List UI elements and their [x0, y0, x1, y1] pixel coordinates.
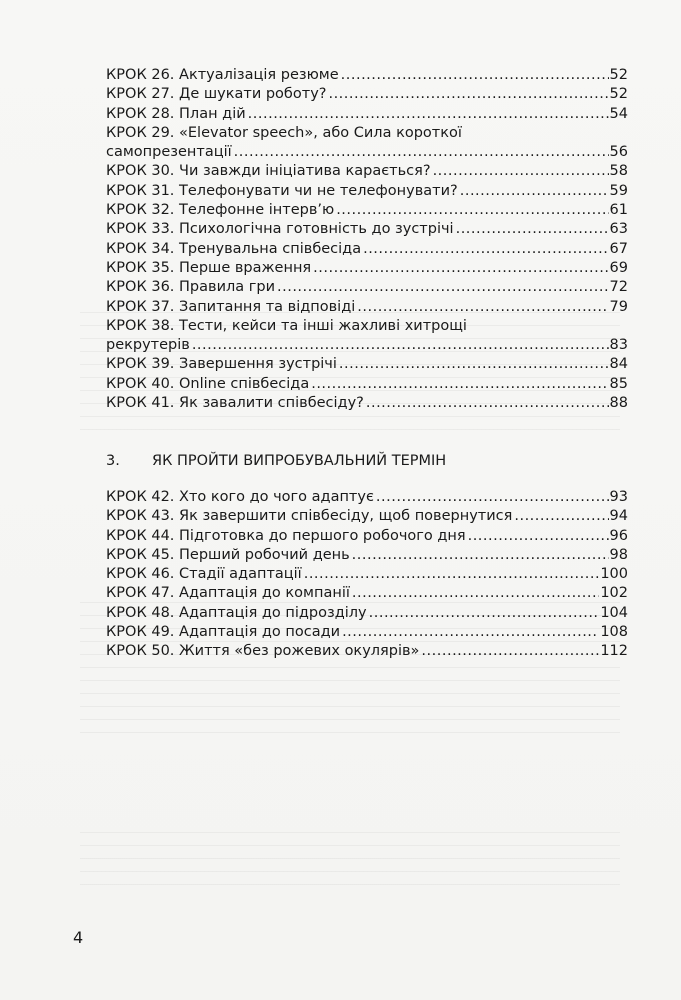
- toc-entry[interactable]: [106, 584, 628, 603]
- toc-entry-title: КРОК 30. Чи завжди ініціатива карається?: [106, 163, 431, 180]
- toc-entry-title: КРОК 34. Тренувальна співбесіда: [106, 240, 362, 257]
- toc-entry-page: 93: [609, 489, 628, 505]
- table-of-contents-part-1: [106, 66, 628, 413]
- dot-leader: [366, 394, 609, 413]
- toc-entry[interactable]: [106, 336, 628, 355]
- dot-leader: [248, 105, 609, 124]
- toc-entry-title: рекрутерів: [106, 337, 190, 354]
- dot-leader: [336, 201, 608, 220]
- toc-entry[interactable]: [106, 488, 628, 507]
- dot-leader: [468, 527, 609, 546]
- toc-entry-title: КРОК 42. Хто кого до чого адаптує: [106, 489, 374, 505]
- toc-entry-title: КРОК 43. Як завершити співбесіду, щоб повернутися: [106, 508, 513, 525]
- dot-leader: [369, 604, 600, 623]
- toc-entry[interactable]: [106, 220, 628, 239]
- toc-entry-title: КРОК 48. Адаптація до підрозділу: [106, 604, 367, 621]
- toc-entry[interactable]: [106, 298, 628, 317]
- toc-entry-page: 108: [600, 624, 628, 641]
- section-title: ЯК ПРОЙТИ ВИПРОБУВАЛЬНИЙ ТЕРМІН: [152, 453, 447, 469]
- toc-entry-page: 83: [609, 337, 628, 354]
- toc-entry[interactable]: [106, 162, 628, 181]
- toc-entry-title: КРОК 41. Як завалити співбесіду?: [106, 395, 364, 412]
- toc-entry-page: 54: [609, 105, 628, 122]
- dot-leader: [277, 278, 609, 297]
- toc-entry-page: 56: [609, 144, 628, 161]
- toc-entry[interactable]: [106, 259, 628, 278]
- toc-entry[interactable]: [106, 105, 628, 124]
- toc-entry[interactable]: [106, 240, 628, 259]
- toc-entry-title: КРОК 50. Життя «без рожевих окулярів»: [106, 643, 420, 660]
- toc-entry-page: 84: [609, 356, 628, 373]
- toc-entry[interactable]: [106, 527, 628, 546]
- toc-entry-page: 112: [600, 643, 628, 660]
- dot-leader: [363, 240, 608, 259]
- dot-leader: [456, 220, 609, 239]
- dot-leader: [421, 642, 599, 661]
- toc-entry[interactable]: [106, 604, 628, 623]
- toc-entry-first-line: КРОК 29. «Elevator speech», або Сила короткої: [106, 124, 462, 141]
- toc-entry-page: 72: [609, 279, 628, 296]
- toc-entry-page: 98: [609, 546, 628, 563]
- toc-entry-title: КРОК 35. Перше враження: [106, 259, 312, 276]
- toc-entry-page: 61: [609, 202, 628, 219]
- dot-leader: [328, 85, 608, 104]
- dot-leader: [339, 355, 609, 374]
- toc-entry-page: 52: [609, 86, 628, 103]
- toc-entry-title: КРОК 46. Стадії адаптації: [106, 566, 302, 583]
- toc-entry-title: КРОК 31. Телефонувати чи не телефонувати?: [106, 182, 458, 199]
- dot-leader: [433, 162, 609, 181]
- dot-leader: [352, 546, 609, 565]
- toc-entry-title: самопрезентації: [106, 144, 232, 161]
- toc-entry-page: 104: [600, 604, 628, 621]
- toc-entry-title: КРОК 44. Підготовка до першого робочого дня: [106, 527, 466, 544]
- toc-entry[interactable]: [106, 85, 628, 104]
- toc-entry[interactable]: [106, 66, 628, 85]
- dot-leader: [352, 584, 599, 603]
- toc-entry[interactable]: [106, 507, 628, 526]
- toc-entry[interactable]: [106, 278, 628, 297]
- toc-entry[interactable]: [106, 201, 628, 220]
- toc-entry[interactable]: [106, 642, 628, 661]
- dot-leader: [514, 507, 608, 526]
- dot-leader: [313, 259, 608, 278]
- toc-entry-page: 102: [600, 585, 628, 602]
- dot-leader: [311, 375, 608, 394]
- toc-entry-page: 69: [609, 259, 628, 276]
- toc-entry-page: 96: [609, 527, 628, 544]
- show-through-text: [80, 820, 620, 890]
- toc-entry[interactable]: [106, 546, 628, 565]
- dot-leader: [304, 565, 600, 584]
- toc-entry-page: 58: [609, 163, 628, 180]
- toc-entry[interactable]: [106, 143, 628, 162]
- toc-entry-title: КРОК 40. Online співбесіда: [106, 375, 310, 392]
- toc-entry-page: 52: [609, 67, 628, 83]
- toc-entry-page: 100: [600, 566, 628, 583]
- toc-entry-title: КРОК 32. Телефонне інтерв’ю: [106, 202, 335, 219]
- section-heading: [106, 452, 446, 471]
- toc-entry[interactable]: [106, 623, 628, 642]
- toc-entry[interactable]: [106, 355, 628, 374]
- toc-entry[interactable]: [106, 394, 628, 413]
- toc-entry-page: 67: [609, 240, 628, 257]
- toc-entry-title: КРОК 36. Правила гри: [106, 279, 275, 296]
- toc-entry-title: КРОК 26. Актуалізація резюме: [106, 67, 339, 83]
- toc-entry-title: КРОК 28. План дій: [106, 105, 246, 122]
- toc-entry[interactable]: [106, 375, 628, 394]
- toc-entry-title: КРОК 37. Запитання та відповіді: [106, 298, 356, 315]
- section-number: 3.: [106, 453, 120, 469]
- toc-entry[interactable]: [106, 565, 628, 584]
- toc-entry-page: 79: [609, 298, 628, 315]
- toc-entry-page: 59: [609, 182, 628, 199]
- toc-entry[interactable]: [106, 182, 628, 201]
- dot-leader: [342, 623, 599, 642]
- dot-leader: [460, 182, 609, 201]
- page-number: 4: [73, 928, 84, 947]
- table-of-contents-part-2: [106, 488, 628, 662]
- toc-entry-page: 88: [609, 395, 628, 412]
- dot-leader: [234, 143, 609, 162]
- toc-entry-page: 94: [609, 508, 628, 525]
- toc-entry-page: 85: [609, 375, 628, 392]
- toc-entry-title: КРОК 49. Адаптація до посади: [106, 624, 341, 641]
- toc-entry-title: КРОК 39. Завершення зустрічі: [106, 356, 337, 373]
- dot-leader: [376, 488, 609, 507]
- toc-entry-first-line: КРОК 38. Тести, кейси та інші жахливі хитрощі: [106, 317, 467, 334]
- dot-leader: [341, 66, 609, 85]
- toc-entry-title: КРОК 45. Перший робочий день: [106, 546, 350, 563]
- dot-leader: [357, 298, 608, 317]
- dot-leader: [192, 336, 609, 355]
- toc-entry-page: 63: [609, 221, 628, 238]
- toc-entry-title: КРОК 33. Психологічна готовність до зустрічі: [106, 221, 454, 238]
- toc-entry-title: КРОК 47. Адаптація до компанії: [106, 585, 350, 602]
- toc-entry-title: КРОК 27. Де шукати роботу?: [106, 86, 327, 103]
